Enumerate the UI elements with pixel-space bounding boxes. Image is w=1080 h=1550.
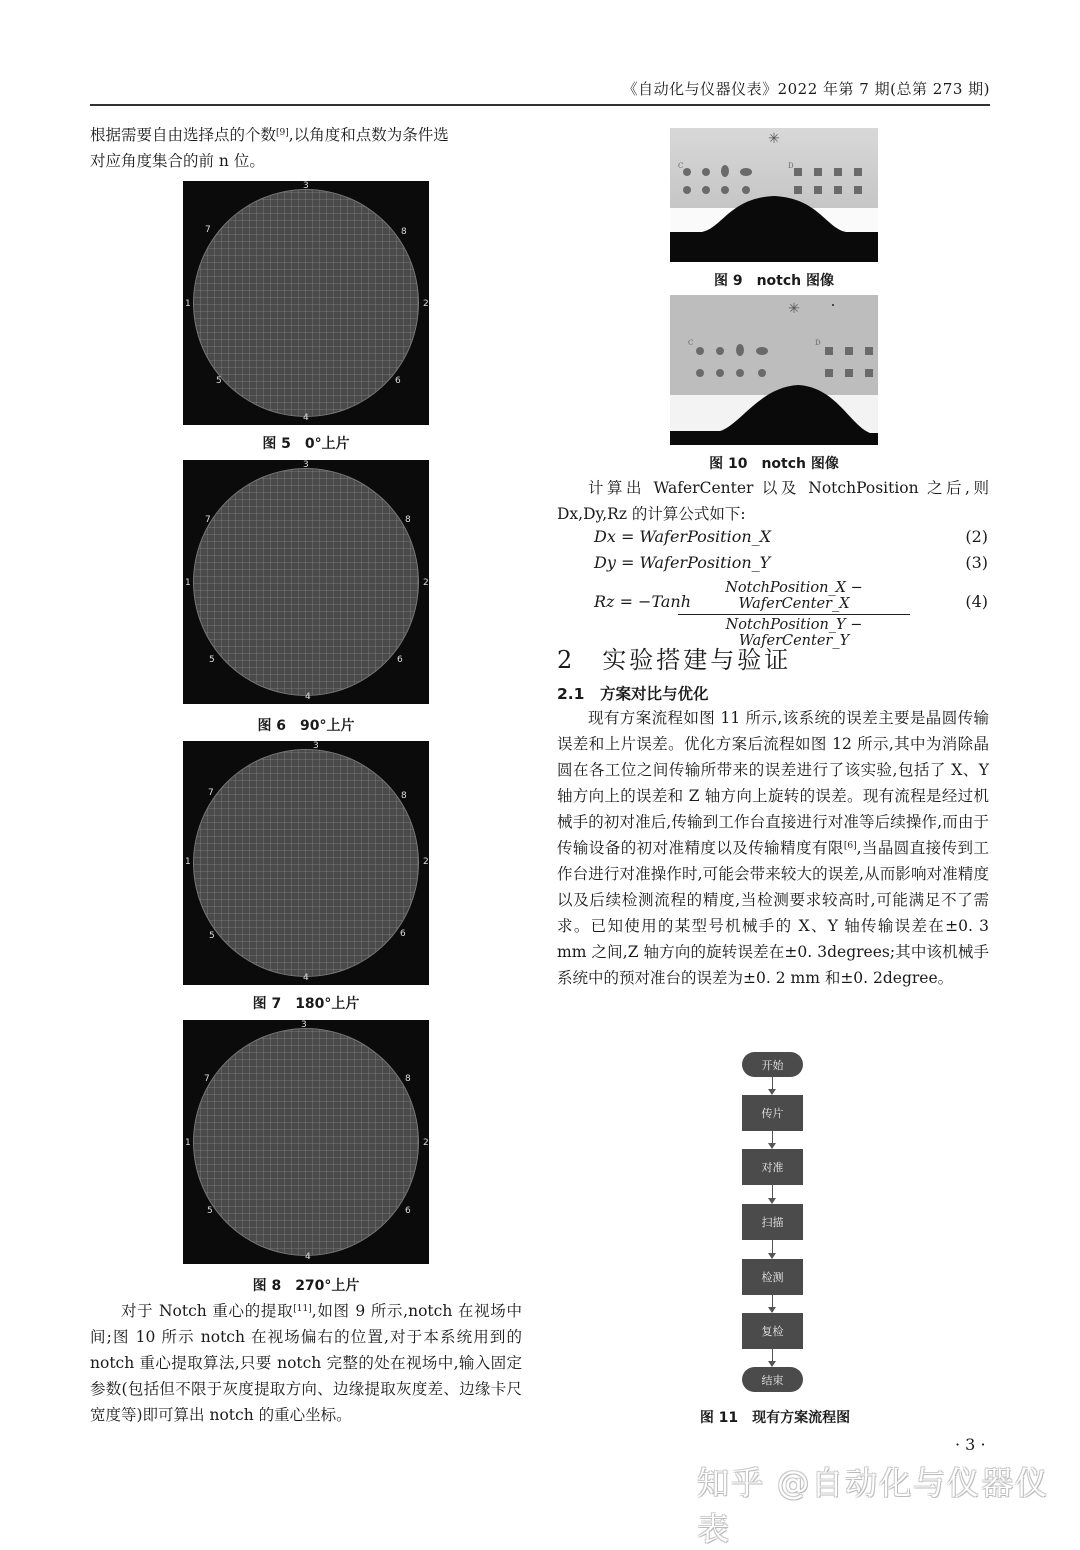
point-label: 1 — [185, 299, 191, 309]
figure-9-caption: 图 9 notch 图像 — [713, 273, 835, 289]
figure-10-caption: 图 10 notch 图像 — [709, 456, 839, 472]
point-label: 8 — [401, 227, 407, 237]
paragraph-text: ,当晶圆直接传到工作台进行对准操作时,可能会带来较大的误差,从而影响对准精度以及后续检测流程的精度,当检测要求较高时,可能满足不了需求。已知使用的某型号机械手的 X、Y 轴传输误差在±0. 3 mm 之间,Z 轴方向的旋转误差在±0. 3degrees;其中该机械手系统中的预对准台的误差为±0. 2 mm 和±0. 2degree。 — [557, 839, 989, 987]
equation-4 — [594, 580, 988, 649]
equation-2 — [594, 527, 988, 546]
section-title: 2 实验搭建与验证 — [557, 646, 792, 674]
figure-6-caption: 图 6 90°上片 — [257, 718, 355, 734]
equation-number: (4) — [965, 592, 988, 611]
wafer-image — [193, 749, 419, 977]
flow-node-scan: 扫描 — [742, 1204, 803, 1240]
equation-prefix: Rz = −Tanh — [594, 592, 692, 611]
svg-text:✳: ✳ — [768, 131, 780, 147]
equation-fraction — [678, 580, 910, 649]
point-label: 5 — [209, 931, 215, 941]
point-label: 3 — [303, 181, 309, 191]
notch-extraction-paragraph — [90, 1298, 522, 1428]
wafer-figure-5 — [183, 181, 429, 425]
wafer-image — [193, 189, 419, 417]
equation-number: (3) — [965, 553, 988, 572]
svg-text:C: C — [688, 339, 694, 347]
equation-number: (2) — [965, 527, 988, 546]
wafer-figure-8 — [183, 1020, 429, 1264]
flow-node-transfer: 传片 — [742, 1095, 803, 1131]
equation-text: Dx = WaferPosition_X — [594, 527, 772, 546]
svg-text:C: C — [678, 162, 684, 170]
point-label: 4 — [305, 692, 311, 702]
header-divider — [90, 104, 990, 106]
point-label: 1 — [185, 857, 191, 867]
paragraph-text: 现有方案流程如图 11 所示,该系统的误差主要是晶圆传输误差和上片误差。优化方案后流程如图 12 所示,其中为消除晶圆在各工位之间传输所带来的误差进行了该实验,包括了 X、Y 轴方向上的误差和 Z 轴方向上旋转的误差。现有流程是经过机械手的初对准后,传输到工作台直接进行对准等后续操作,而由于传输设备的初对准精度以及传输精度有限 — [557, 709, 989, 857]
point-label: 8 — [405, 1074, 411, 1084]
point-label: 3 — [303, 460, 309, 470]
flow-arrow — [772, 1131, 773, 1148]
point-label: 8 — [405, 515, 411, 525]
flow-arrow — [772, 1295, 773, 1312]
flow-node-recheck: 复检 — [742, 1313, 803, 1349]
figure-8-caption: 图 8 270°上片 — [252, 1278, 360, 1294]
svg-text:✳: ✳ — [788, 301, 800, 317]
wafer-image — [193, 1028, 419, 1256]
point-label: 8 — [401, 791, 407, 801]
subsection-title: 2.1 方案对比与优化 — [557, 685, 709, 703]
wafer-image — [193, 468, 419, 696]
fraction-denominator: NotchPosition_Y − WaferCenter_Y — [725, 617, 863, 649]
flow-node-inspect: 检测 — [742, 1259, 803, 1295]
point-label: 7 — [204, 1074, 210, 1084]
equation-3 — [594, 553, 988, 572]
figure-5-caption: 图 5 0°上片 — [262, 436, 350, 452]
point-label: 7 — [208, 788, 214, 798]
point-label: 3 — [301, 1020, 307, 1030]
point-label: 6 — [395, 376, 401, 386]
flow-node-align: 对准 — [742, 1149, 803, 1185]
point-label: 6 — [397, 655, 403, 665]
flow-node-end: 结束 — [742, 1367, 803, 1392]
notch-image — [670, 295, 878, 445]
point-label: 7 — [205, 515, 211, 525]
point-label: 4 — [303, 973, 309, 983]
flow-arrow — [772, 1077, 773, 1094]
flow-arrow — [772, 1349, 773, 1366]
paragraph-text: ,如图 9 所示,notch 在视场中间;图 10 所示 notch 在视场偏右的位置,对于本系统用到的 notch 重心提取算法,只要 notch 完整的处在视场中,输入固定参数(包括但不限于灰度提取方向、边缘提取灰度差、边缘卡尺宽度等)即可算出 notch 的重心坐标。 — [90, 1302, 522, 1424]
point-label: 2 — [423, 1138, 429, 1148]
notch-image — [670, 128, 878, 262]
point-label: 4 — [303, 413, 309, 423]
fraction-numerator: NotchPosition_X − WaferCenter_X — [678, 580, 910, 615]
calc-intro-paragraph: 计算出 WaferCenter 以及 NotchPosition 之后,则 Dx,Dy,Rz 的计算公式如下: — [557, 479, 989, 523]
intro-text-cont: ,以角度和点数为条件选 — [288, 126, 449, 144]
wafer-figure-6 — [183, 460, 429, 704]
flow-arrow — [772, 1240, 773, 1258]
watermark: 知乎 @自动化与仪器仪表 — [697, 1464, 1050, 1548]
citation: [11] — [293, 1304, 312, 1314]
flow-arrow — [772, 1185, 773, 1203]
intro-text: 根据需要自由选择点的个数 — [90, 126, 277, 144]
point-label: 1 — [185, 578, 191, 588]
point-label: 2 — [423, 857, 429, 867]
comparison-paragraph — [557, 705, 989, 991]
notch-figure-9 — [670, 128, 878, 262]
point-label: 2 — [423, 299, 429, 309]
intro-paragraph — [90, 122, 522, 174]
point-label: 6 — [400, 929, 406, 939]
intro-text-line2: 对应角度集合的前 n 位。 — [90, 152, 265, 170]
paragraph-text: 对于 Notch 重心的提取 — [121, 1302, 294, 1320]
journal-header: 《自动化与仪器仪表》2022 年第 7 期(总第 273 期) — [622, 80, 990, 98]
point-label: 3 — [313, 741, 319, 751]
point-label: 5 — [207, 1206, 213, 1216]
citation: [9] — [276, 128, 289, 138]
point-label: 6 — [405, 1206, 411, 1216]
wafer-figure-7 — [183, 741, 429, 985]
svg-text:D: D — [815, 339, 821, 347]
citation: [6] — [843, 841, 857, 851]
notch-figure-10 — [670, 295, 878, 445]
equation-text: Dy = WaferPosition_Y — [594, 553, 771, 572]
flow-node-start: 开始 — [742, 1052, 803, 1077]
svg-text:D: D — [788, 162, 794, 170]
point-label: 2 — [423, 578, 429, 588]
point-label: 7 — [205, 225, 211, 235]
point-label: 5 — [216, 376, 222, 386]
point-label: 4 — [305, 1252, 311, 1262]
point-label: 1 — [185, 1138, 191, 1148]
figure-7-caption: 图 7 180°上片 — [252, 996, 360, 1012]
figure-11-caption: 图 11 现有方案流程图 — [699, 1410, 851, 1426]
point-label: 5 — [209, 655, 215, 665]
page-number: · 3 · — [955, 1435, 986, 1454]
